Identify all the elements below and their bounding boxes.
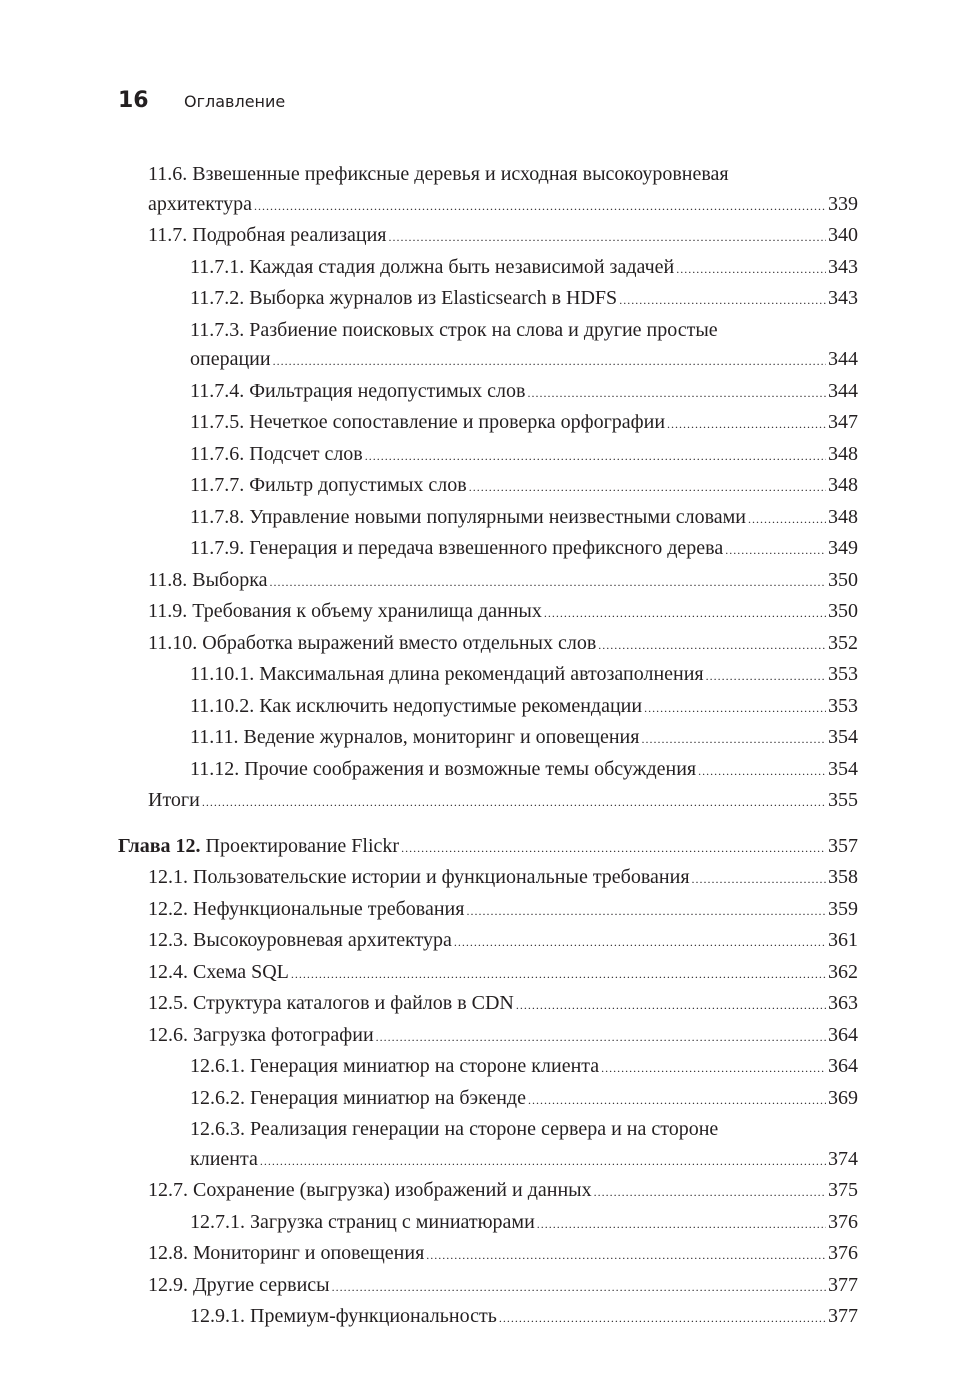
toc-page-number: 344	[828, 379, 858, 402]
toc-page-number: 358	[828, 866, 858, 888]
dot-leader	[725, 536, 826, 566]
toc-entry-continuation	[190, 345, 858, 377]
dot-leader	[454, 928, 826, 958]
toc-entry-title: клиента	[190, 1147, 258, 1170]
toc-page-number: 350	[828, 568, 858, 591]
toc-page-number: 348	[828, 474, 858, 496]
toc-entry-title: 11.10.1. Максимальная длина рекомендаций автозаполнения	[190, 663, 704, 685]
toc-entry[interactable]	[118, 786, 858, 818]
toc-chapter-entry[interactable]	[118, 832, 858, 864]
toc-entry-title: 11.10.2. Как исключить недопустимые рекомендации	[190, 694, 643, 717]
table-of-contents	[118, 160, 858, 1334]
toc-entry[interactable]	[118, 1271, 858, 1303]
toc-entry-title: 11.8. Выборка	[148, 568, 268, 591]
dot-leader	[598, 631, 826, 661]
toc-entry[interactable]	[118, 377, 858, 409]
dot-leader	[273, 347, 826, 377]
toc-entry-title: 11.11. Ведение журналов, мониторинг и оповещения	[190, 726, 640, 748]
toc-page-number: 357	[828, 834, 858, 857]
toc-entry[interactable]	[118, 597, 858, 629]
toc-entry[interactable]	[118, 566, 858, 598]
toc-page-number: 355	[828, 789, 858, 811]
page-number: 16	[118, 88, 149, 113]
toc-page-number: 362	[828, 960, 858, 983]
dot-leader	[644, 694, 826, 724]
chapter-label: Глава 12.	[118, 834, 201, 857]
dot-leader	[527, 379, 826, 409]
toc-page-number: 354	[828, 726, 858, 748]
toc-entry[interactable]	[118, 534, 858, 566]
dot-leader	[676, 255, 826, 285]
toc-entry-title: операции	[190, 348, 271, 370]
dot-leader	[401, 834, 826, 864]
toc-entry[interactable]	[118, 284, 858, 316]
toc-entry[interactable]	[118, 863, 858, 895]
toc-page-number: 353	[828, 663, 858, 685]
toc-page-number: 352	[828, 631, 858, 654]
toc-entry-title: 11.7.7. Фильтр допустимых слов	[190, 474, 467, 496]
toc-page-number: 348	[828, 505, 858, 528]
dot-leader	[748, 505, 826, 535]
toc-entry[interactable]	[118, 629, 858, 661]
toc-entry-title-line: 12.6.3. Реализация генерации на стороне сервера и на стороне	[190, 1118, 719, 1140]
toc-entry-title-line: 11.6. Взвешенные префиксные деревья и исходная высокоуровневая	[148, 163, 729, 185]
toc-entry[interactable]	[118, 1208, 858, 1240]
toc-entry[interactable]	[118, 503, 858, 535]
toc-page-number: 343	[828, 255, 858, 278]
toc-entry-title: 11.7.6. Подсчет слов	[190, 442, 363, 465]
page-header	[118, 88, 285, 118]
dot-leader	[426, 1241, 826, 1271]
chapter-title: Проектирование Flickr	[200, 834, 400, 857]
toc-entry-title: 11.7.4. Фильтрация недопустимых слов	[190, 379, 526, 402]
toc-entry-title: 12.6.2. Генерация миниатюр на бэкенде	[190, 1086, 526, 1109]
dot-leader	[528, 1086, 826, 1116]
toc-entry[interactable]	[118, 895, 858, 927]
toc-entry-title: 11.7.8. Управление новыми популярными неизвестными словами	[190, 505, 746, 528]
toc-entry-title: 12.3. Высокоуровневая архитектура	[148, 929, 452, 951]
toc-entry-title: 12.6. Загрузка фотографии	[148, 1023, 374, 1046]
toc-entry[interactable]	[118, 316, 858, 377]
toc-entry-title: 12.6.1. Генерация миниатюр на стороне клиента	[190, 1055, 600, 1077]
dot-leader	[619, 286, 826, 316]
dot-leader	[641, 725, 826, 755]
toc-entry-title: 12.7. Сохранение (выгрузка) изображений и данных	[148, 1179, 592, 1201]
toc-page-number: 344	[828, 348, 858, 370]
toc-entry[interactable]	[118, 471, 858, 503]
dot-leader	[365, 442, 826, 472]
toc-page-number: 343	[828, 287, 858, 309]
toc-page-number: 377	[828, 1273, 858, 1296]
dot-leader	[601, 1054, 826, 1084]
dot-leader	[516, 991, 826, 1021]
toc-entry[interactable]	[118, 440, 858, 472]
toc-entry-title: 11.7. Подробная реализация	[148, 224, 387, 246]
toc-entry[interactable]	[118, 1239, 858, 1271]
dot-leader	[389, 223, 827, 253]
toc-entry[interactable]	[118, 723, 858, 755]
toc-entry-title: 12.7.1. Загрузка страниц с миниатюрами	[190, 1210, 535, 1233]
toc-entry[interactable]	[118, 1052, 858, 1084]
dot-leader	[270, 568, 826, 598]
dot-leader	[260, 1147, 826, 1177]
dot-leader	[332, 1273, 826, 1303]
toc-page-number: 353	[828, 694, 858, 717]
toc-entry-title: 12.9. Другие сервисы	[148, 1273, 330, 1296]
toc-entry-title: 12.1. Пользовательские истории и функциональные требования	[148, 866, 690, 888]
toc-entry[interactable]	[118, 1176, 858, 1208]
dot-leader	[376, 1023, 826, 1053]
toc-entry-title: 11.12. Прочие соображения и возможные темы обсуждения	[190, 757, 697, 780]
toc-page-number: 347	[828, 411, 858, 433]
toc-entry[interactable]	[118, 253, 858, 285]
toc-page-number: 340	[828, 224, 858, 246]
dot-leader	[202, 788, 826, 818]
toc-page-number: 361	[828, 929, 858, 951]
toc-page-number: 369	[828, 1086, 858, 1109]
toc-page-number: 354	[828, 757, 858, 780]
running-title: Оглавление	[184, 92, 286, 111]
dot-leader	[537, 1210, 826, 1240]
dot-leader	[594, 1178, 826, 1208]
toc-entry[interactable]	[118, 1302, 858, 1334]
toc-page-number: 339	[828, 192, 858, 215]
toc-entry[interactable]	[118, 692, 858, 724]
toc-page-number: 364	[828, 1055, 858, 1077]
toc-entry[interactable]	[118, 408, 858, 440]
dot-leader	[469, 473, 826, 503]
toc-page-number: 376	[828, 1210, 858, 1233]
toc-entry[interactable]	[118, 755, 858, 787]
toc-entry-title: 11.7.5. Нечеткое сопоставление и проверка орфографии	[190, 411, 666, 433]
toc-entry[interactable]	[118, 958, 858, 990]
dot-leader	[692, 865, 826, 895]
dot-leader	[291, 960, 826, 990]
toc-entry-continuation	[190, 1145, 858, 1177]
toc-entry-title: 12.8. Мониторинг и оповещения	[148, 1242, 425, 1264]
toc-page-number: 350	[828, 600, 858, 622]
toc-entry[interactable]	[118, 1115, 858, 1176]
toc-entry-title: Итоги	[148, 789, 200, 811]
toc-page-number: 364	[828, 1023, 858, 1046]
dot-leader	[499, 1304, 826, 1334]
toc-entry[interactable]	[118, 926, 858, 958]
toc-entry-title: 12.9.1. Премиум-функциональность	[190, 1305, 497, 1327]
toc-entry-title: 11.10. Обработка выражений вместо отдельных слов	[148, 631, 597, 654]
toc-page-number: 363	[828, 992, 858, 1014]
toc-page-number: 348	[828, 442, 858, 465]
dot-leader	[254, 192, 826, 222]
toc-entry-title: 11.7.2. Выборка журналов из Elasticsearch в HDFS	[190, 287, 618, 309]
toc-entry[interactable]	[118, 1084, 858, 1116]
toc-page-number: 359	[828, 897, 858, 920]
dot-leader	[544, 599, 826, 629]
dot-leader	[667, 410, 826, 440]
toc-entry[interactable]	[118, 989, 858, 1021]
dot-leader	[706, 662, 826, 692]
toc-entry-title-line: 11.7.3. Разбиение поисковых строк на слова и другие простые	[190, 318, 718, 341]
toc-entry-title: 11.7.9. Генерация и передача взвешенного префиксного дерева	[190, 537, 724, 559]
toc-entry-title: 11.7.1. Каждая стадия должна быть независимой задачей	[190, 255, 675, 278]
toc-page-number: 376	[828, 1242, 858, 1264]
toc-entry-continuation	[148, 190, 858, 222]
toc-entry[interactable]	[118, 160, 858, 221]
toc-entry-title	[118, 832, 399, 862]
toc-page-number: 375	[828, 1179, 858, 1201]
toc-entry-title: 12.4. Схема SQL	[148, 960, 289, 983]
toc-entry-title: 12.2. Нефункциональные требования	[148, 897, 465, 920]
dot-leader	[466, 897, 826, 927]
toc-page-number: 377	[828, 1305, 858, 1327]
toc-page-number: 349	[828, 537, 858, 559]
toc-entry-title: 11.9. Требования к объему хранилища данных	[148, 600, 542, 622]
toc-entry-title: 12.5. Структура каталогов и файлов в CDN	[148, 992, 514, 1014]
toc-entry-title: архитектура	[148, 192, 253, 215]
toc-entry[interactable]	[118, 1021, 858, 1053]
toc-entry[interactable]	[118, 221, 858, 253]
toc-page-number: 374	[828, 1147, 858, 1170]
toc-entry[interactable]	[118, 660, 858, 692]
dot-leader	[698, 757, 826, 787]
